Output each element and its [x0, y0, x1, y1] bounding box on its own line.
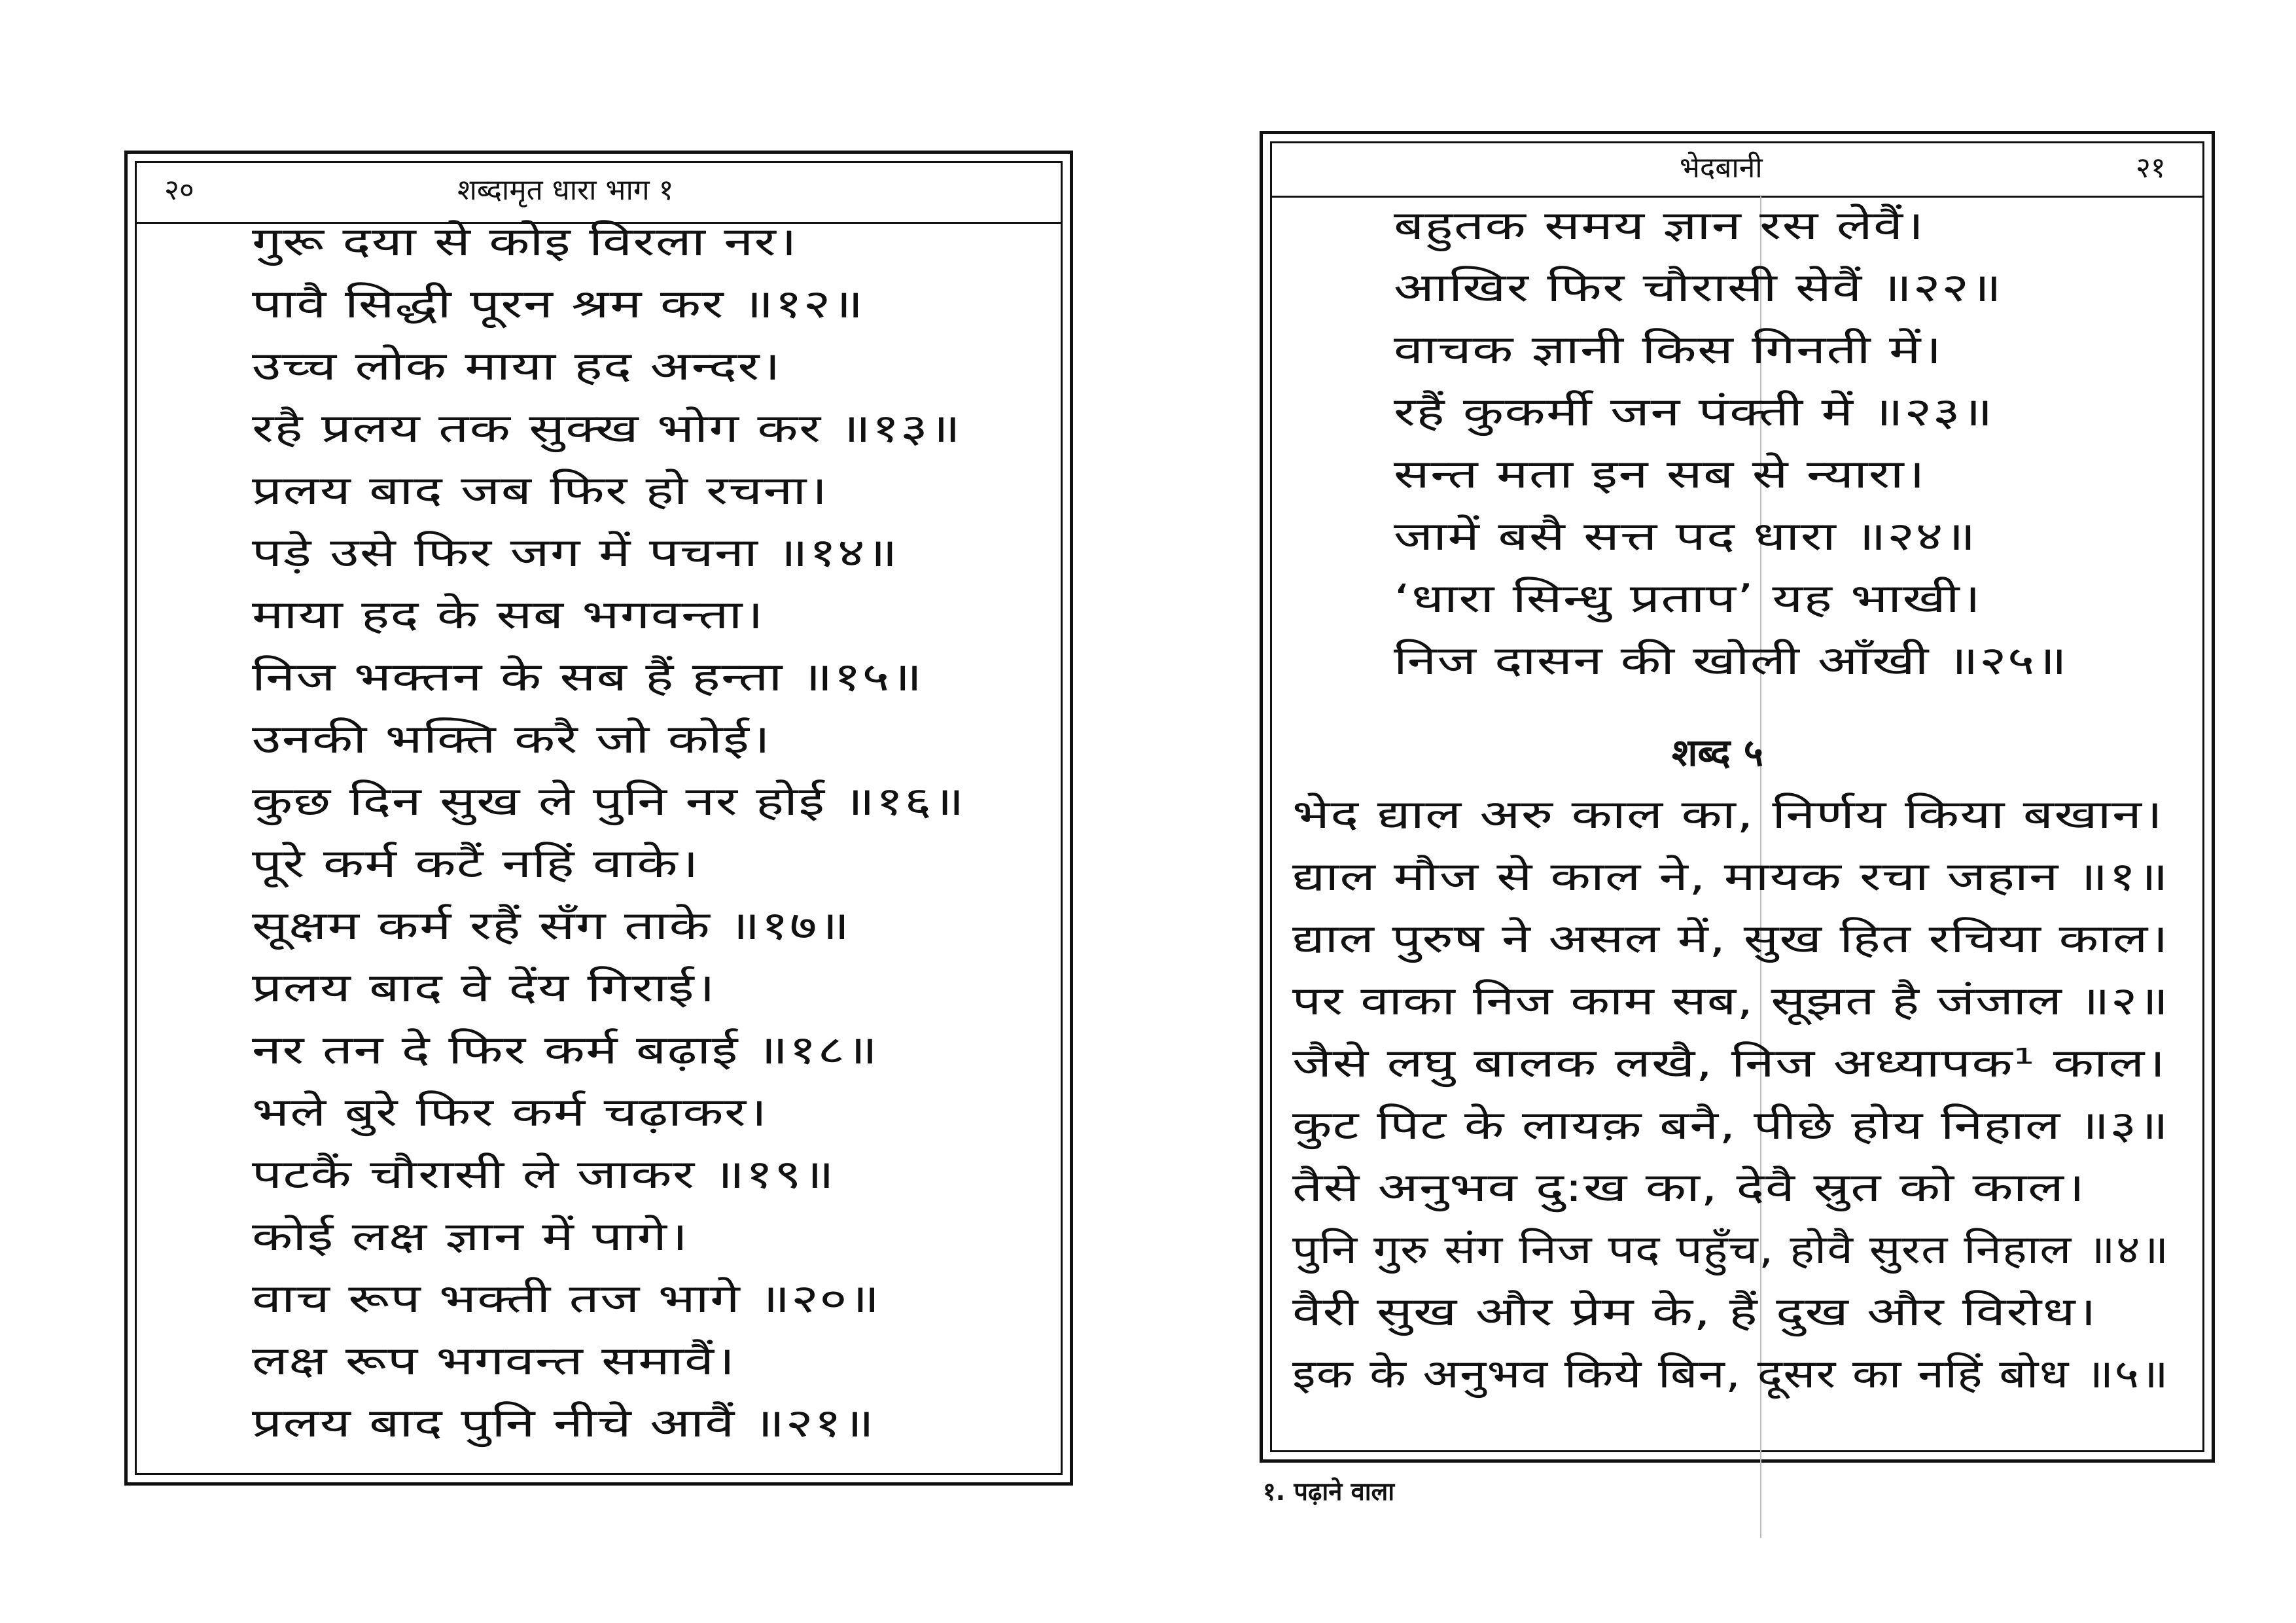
verse-line: वाचक ज्ञानी किस गिनती में। [1394, 327, 1943, 373]
verse-line: वैरी सुख और प्रेम के, हैं दुख और विरोध। [1292, 1289, 2097, 1335]
left-page-header [137, 163, 1061, 224]
left-page-number: २० [164, 173, 194, 207]
verse-line: रहै प्रलय तक सुक्ख भोग कर ॥१३॥ [252, 406, 962, 452]
verse-line: जामें बसै सत्त पद धारा ॥२४॥ [1394, 514, 1977, 560]
verse-line: माया हद के सब भगवन्ता। [252, 592, 764, 638]
verse-line: रहैं कुकर्मी जन पंक्ती में ॥२३॥ [1394, 389, 1994, 435]
right-page-header [1272, 143, 2202, 198]
footnote: १. पढ़ाने वाला [1263, 1477, 1395, 1506]
verse-line: सूक्षम कर्म रहैं सँग ताके ॥१७॥ [252, 903, 851, 949]
verse-line: नर तन दे फिर कर्म बढ़ाई ॥१८॥ [252, 1027, 879, 1073]
section-heading: शब्द ५ [1672, 730, 1763, 775]
verse-line: उच्च लोक माया हद अन्दर। [252, 344, 781, 389]
verse-line: निज दासन की खोली आँखी ॥२५॥ [1394, 638, 2068, 684]
verse-line: पर वाका निज काम सब, सूझत है जंजाल ॥२॥ [1292, 978, 2170, 1024]
verse-line: भले बुरे फिर कर्म चढ़ाकर। [252, 1090, 768, 1135]
verse-line: उनकी भक्ति करै जो कोई। [252, 717, 771, 762]
verse-line: आखिर फिर चौरासी सेवैं ॥२२॥ [1394, 265, 2003, 311]
verse-line: जैसे लघु बालक लखै, निज अध्यापक¹ काल। [1292, 1041, 2166, 1086]
verse-line: प्रलय बाद वे देंय गिराई। [252, 965, 716, 1011]
verse-line: द्याल पुरुष ने असल में, सुख हित रचिया काल। [1292, 916, 2169, 962]
verse-line: प्रलय बाद पुनि नीचे आवैं ॥२१॥ [252, 1400, 875, 1446]
verse-line: निज भक्तन के सब हैं हन्ता ॥१५॥ [252, 654, 923, 700]
verse-line: पुनि गुरु संग निज पद पहुँच, होवै सुरत निहाल ॥४॥ [1292, 1227, 2170, 1273]
right-page-running-title: भेदबानी [1680, 151, 1763, 185]
verse-line: सन्त मता इन सब से न्यारा। [1394, 452, 1926, 497]
verse-line: प्रलय बाद जब फिर हो रचना। [252, 468, 828, 514]
verse-line: लक्ष रूप भगवन्त समावैं। [252, 1338, 736, 1384]
verse-line: गुरू दया से कोइ विरला नर। [252, 219, 798, 265]
verse-line: ‘धारा सिन्धु प्रताप’ यह भाखी। [1394, 576, 1982, 622]
verse-line: कुछ दिन सुख ले पुनि नर होई ॥१६॥ [252, 779, 965, 825]
verse-line: पावै सिद्धी पूरन श्रम कर ॥१२॥ [252, 281, 864, 327]
left-page-running-title: शब्दामृत धारा भाग १ [457, 173, 674, 207]
verse-line: वाच रूप भक्ती तज भागे ॥२०॥ [252, 1276, 881, 1322]
verse-line: कोई लक्ष ज्ञान में पागे। [252, 1214, 689, 1260]
verse-line: पूरे कर्म कटैं नहिं वाके। [252, 841, 699, 887]
verse-line: द्याल मौज से काल ने, मायक रचा जहान ॥१॥ [1292, 854, 2170, 900]
verse-line: पटकैं चौरासी ले जाकर ॥१९॥ [252, 1152, 836, 1198]
verse-line: कुट पिट के लायक़ बनै, पीछे होय निहाल ॥३॥ [1292, 1103, 2170, 1149]
verse-line: भेद द्याल अरु काल का, निर्णय किया बखान। [1292, 792, 2164, 838]
right-page-number: २१ [2136, 151, 2166, 185]
verse-line: बहुतक समय ज्ञान रस लेवैं। [1394, 203, 1925, 249]
verse-line: तैसे अनुभव दु:ख का, देवै स्रुत को काल। [1292, 1165, 2086, 1211]
verse-line: पड़े उसे फिर जग में पचना ॥१४॥ [252, 530, 899, 576]
verse-line: इक के अनुभव किये बिन, दूसर का नहिं बोध ॥५॥ [1292, 1351, 2170, 1397]
